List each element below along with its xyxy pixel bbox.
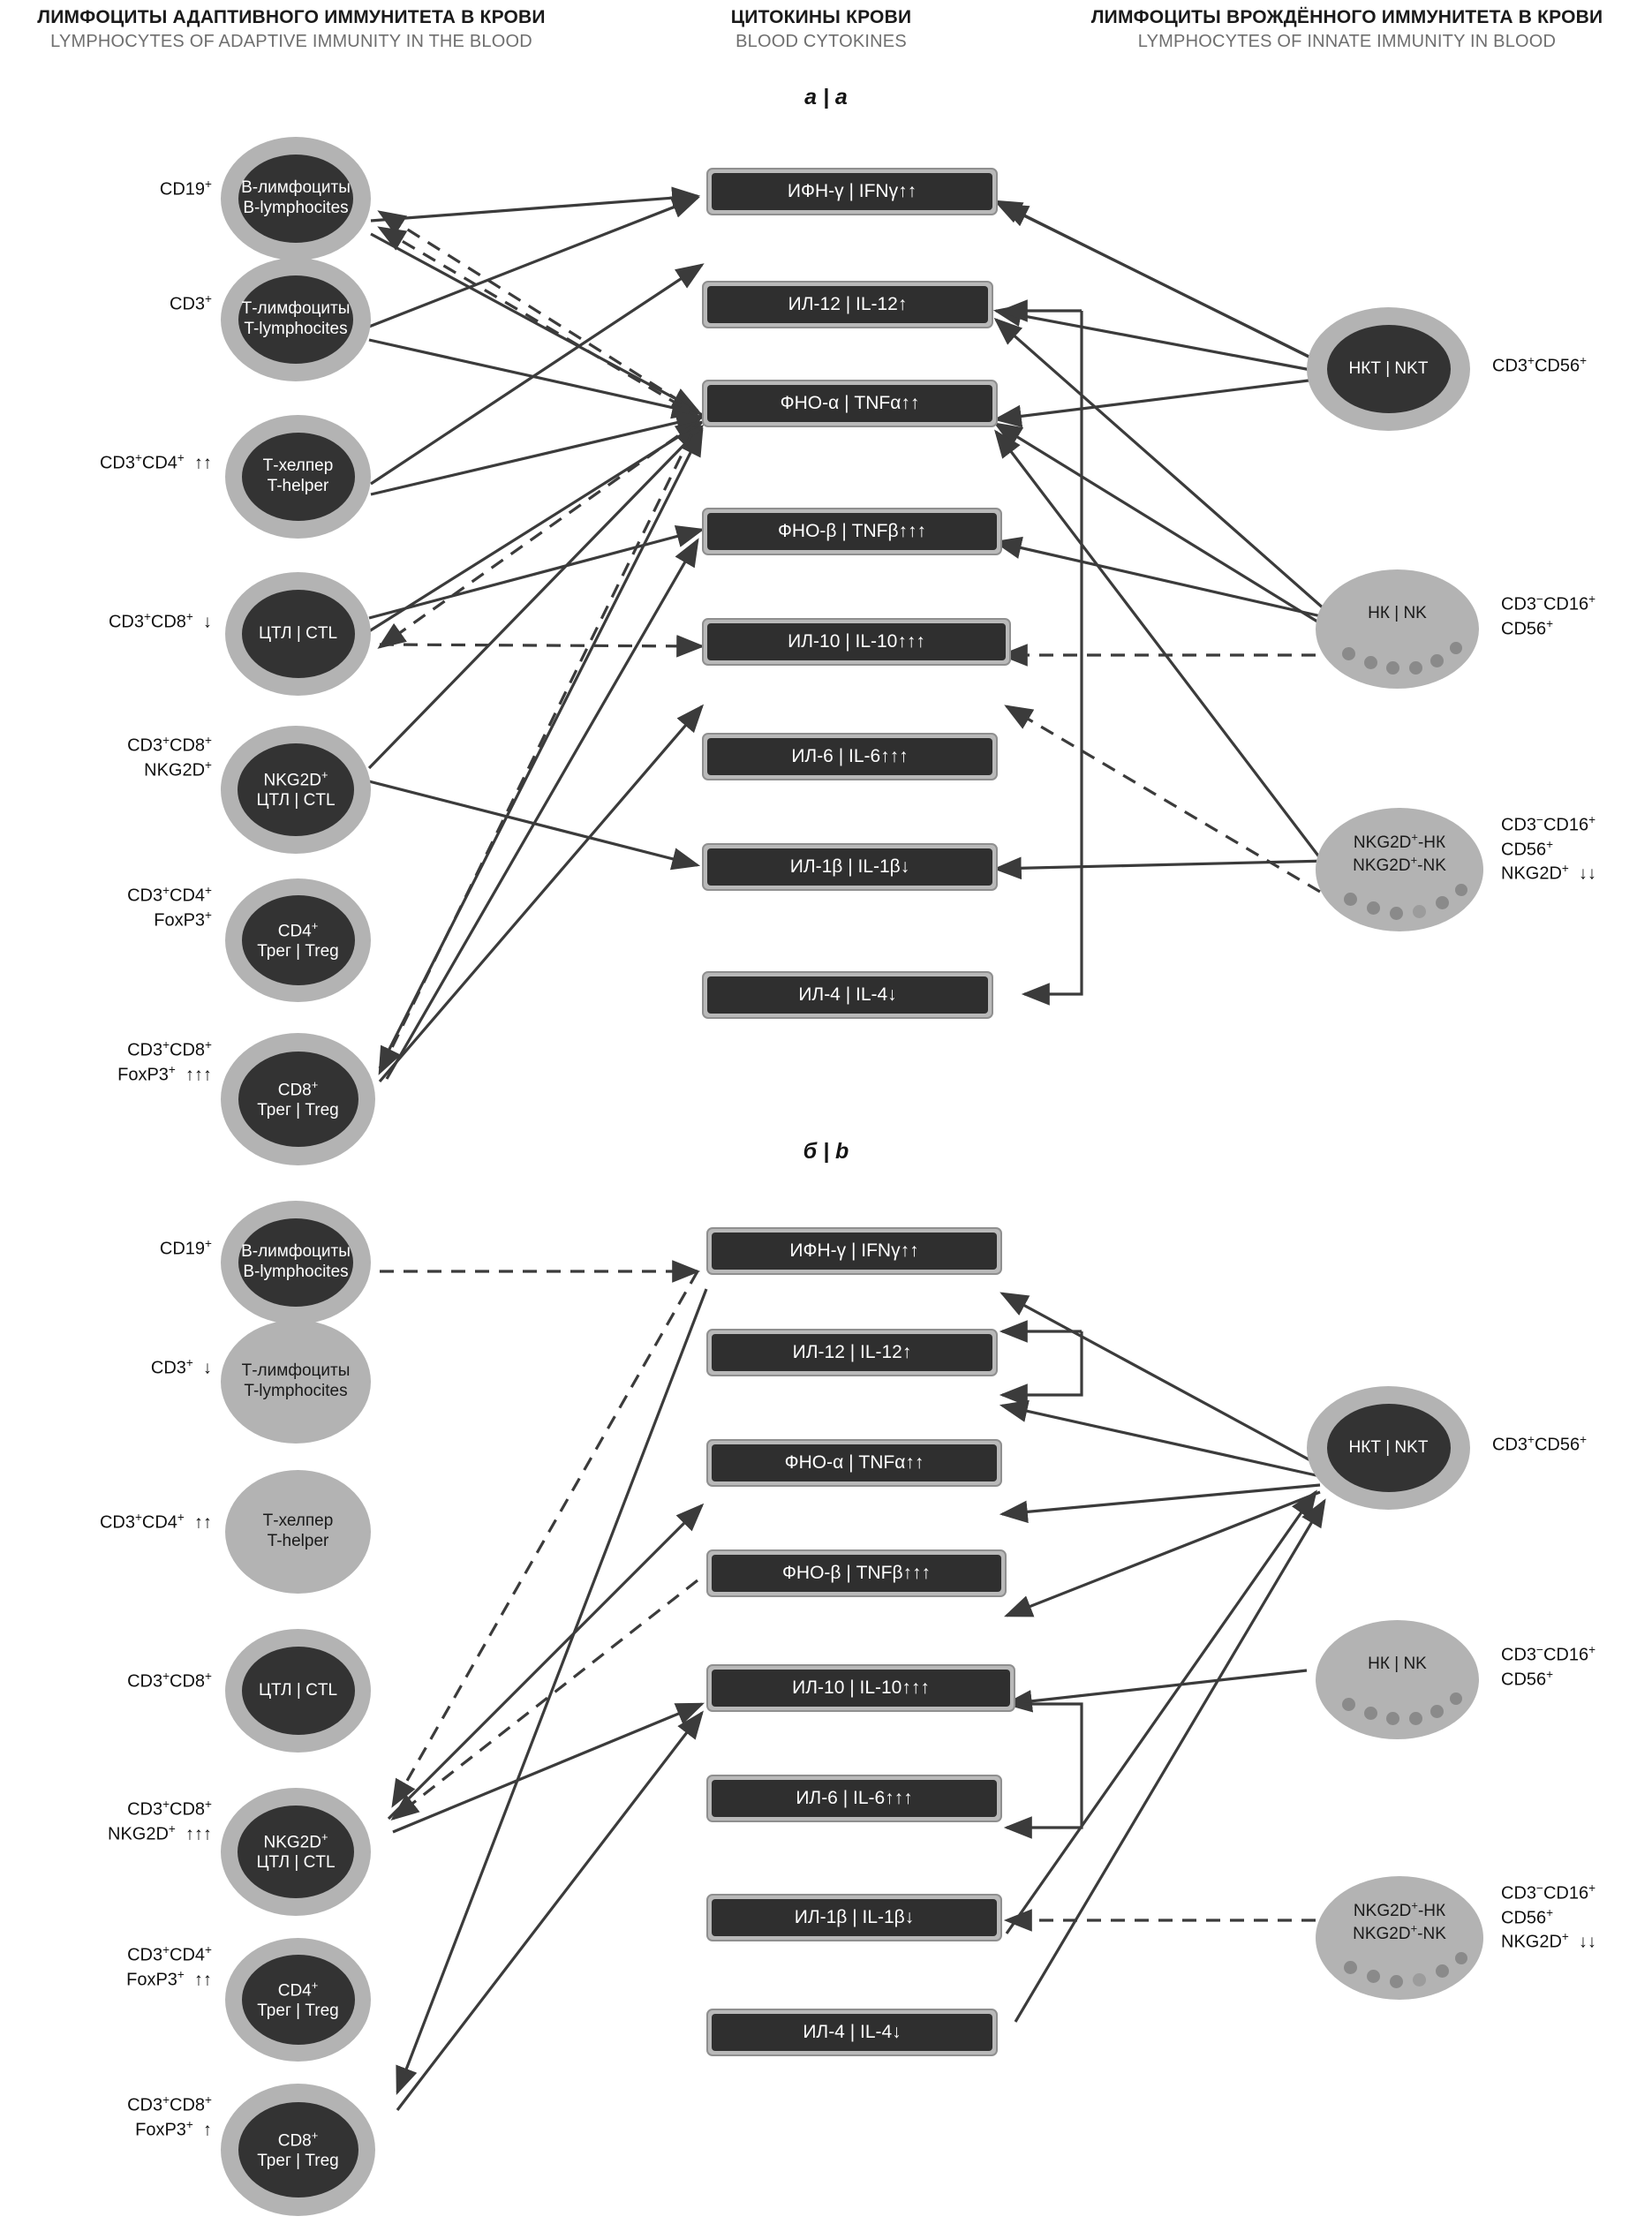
cell-label-line2: T-helper	[267, 1532, 329, 1550]
panel-a-right-marker-0: CD3+CD56+	[1492, 354, 1588, 376]
column-header-right	[1042, 5, 1652, 54]
panel-b-cytokine-il-10	[706, 1664, 1015, 1712]
cell-label-line2: NKG2D+-NK	[1353, 854, 1446, 876]
cell-label-line2: ЦТЛ | CTL	[256, 1853, 336, 1873]
granule	[1455, 884, 1467, 896]
panel-a-cytokine-tnf-alpha	[702, 380, 998, 427]
panel-b-left-marker-4: CD3+CD8+ NKG2D+ ↑↑↑	[108, 1798, 212, 1844]
cell-nucleus	[242, 590, 355, 678]
panel-b-cell-ctl	[225, 1629, 371, 1753]
cell-label-line2: Трег | Treg	[257, 2151, 339, 2170]
granule	[1413, 905, 1426, 918]
panel-a-cytokine-il-10	[702, 618, 1011, 666]
cell-label-line1: NKG2D+	[263, 768, 328, 790]
panel-b-cell-nk	[1316, 1620, 1479, 1739]
cell-nucleus	[238, 275, 353, 364]
granule	[1430, 1705, 1444, 1718]
granule	[1386, 661, 1399, 675]
panel-b-left-marker-0: CD19+	[159, 1237, 212, 1259]
granule	[1386, 1712, 1399, 1725]
cell-nucleus	[238, 1218, 353, 1307]
cell-nucleus	[238, 2102, 358, 2198]
cytokine-label: ИЛ-1β | IL-1β↓	[707, 848, 992, 886]
cell-nucleus	[242, 895, 355, 985]
panel-a-cytokine-il-1beta	[702, 843, 998, 891]
panel-b-cell-cd4-treg	[225, 1938, 371, 2062]
column-header-center	[600, 5, 1042, 54]
cell-label	[1353, 831, 1446, 877]
cell-label-line2: T-lymphocites	[244, 320, 348, 338]
cell-label-line2: Трег | Treg	[257, 1100, 339, 1120]
panel-a-left-marker-1: CD3+	[170, 292, 212, 314]
panel-a-right-marker-1: CD3−CD16+ CD56+	[1501, 592, 1596, 639]
cell-label-line1: В-лимфоциты	[241, 1242, 351, 1262]
cytokine-label: ИЛ-12 | IL-12↑	[712, 1334, 992, 1371]
cell-label-line1: NKG2D+	[263, 1830, 328, 1852]
cell-label-line2: Трег | Treg	[257, 941, 339, 961]
panel-a-cell-nkg2d-nk	[1316, 808, 1483, 931]
cell-label-line1: CD4+	[277, 1978, 319, 2000]
cell-label: НК | NK	[1368, 1655, 1427, 1674]
panel-b-cell-nkg2d-nk	[1316, 1876, 1483, 2000]
panel-b-cytokine-il-4	[706, 2009, 998, 2056]
column-header-left	[0, 5, 583, 54]
cell-label	[263, 1512, 334, 1552]
cell-label-line1: CD8+	[277, 1077, 319, 1099]
granule	[1450, 642, 1462, 654]
cell-nucleus	[242, 433, 355, 521]
granule	[1367, 901, 1380, 915]
panel-a-cell-nkg2d-ctl	[221, 726, 371, 854]
cell-nucleus	[1327, 325, 1451, 413]
cell-nucleus	[238, 1052, 358, 1147]
panel-a-cell-t-lymphocytes	[221, 258, 371, 381]
granule	[1364, 656, 1377, 669]
cytokine-label: ФНО-α | TNFα↑↑	[712, 1444, 997, 1481]
cell-label-line2: T-helper	[267, 477, 329, 495]
column-header-center-en: BLOOD CYTOKINES	[735, 32, 907, 52]
cell-nucleus	[238, 155, 353, 243]
panel-a-left-marker-0: CD19+	[159, 177, 212, 200]
panel-label-a: а | a	[804, 85, 848, 109]
cell-nucleus	[1327, 1404, 1451, 1492]
granule	[1342, 647, 1355, 660]
panel-b-left-marker-2: CD3+CD4+ ↑↑	[99, 1511, 212, 1533]
cytokine-label: ИЛ-4 | IL-4↓	[712, 2014, 992, 2051]
cell-label-line2: B-lymphocites	[243, 199, 349, 217]
cell-label: НКТ | NKT	[1348, 358, 1429, 378]
panel-a-left-marker-5: CD3+CD4+ FoxP3+	[127, 884, 212, 931]
panel-b-right-marker-2: CD3−CD16+ CD56+ NKG2D+ ↓↓	[1501, 1881, 1596, 1952]
panel-a-cytokine-il-4	[702, 971, 993, 1019]
panel-a-right-marker-2: CD3−CD16+ CD56+ NKG2D+ ↓↓	[1501, 813, 1596, 884]
granule	[1450, 1692, 1462, 1705]
cell-label-line2: T-lymphocites	[244, 1382, 348, 1400]
cytokine-label: ИЛ-12 | IL-12↑	[707, 286, 988, 323]
granule	[1390, 1975, 1403, 1988]
cell-nucleus	[238, 743, 354, 836]
column-header-center-ru: ЦИТОКИНЫ КРОВИ	[730, 7, 912, 27]
granule	[1344, 1961, 1357, 1974]
cytokine-label: ФНО-β | TNFβ↑↑↑	[707, 513, 997, 550]
granule	[1344, 893, 1357, 906]
panel-a-cell-nkt	[1307, 307, 1470, 431]
column-header-left-ru: ЛИМФОЦИТЫ АДАПТИВНОГО ИММУНИТЕТА В КРОВИ	[37, 7, 546, 27]
panel-a-cytokine-il-6	[702, 733, 998, 780]
granule	[1367, 1970, 1380, 1983]
panel-b-cytokine-il-12	[706, 1329, 998, 1376]
panel-a-left-marker-6: CD3+CD8+ FoxP3+ ↑↑↑	[117, 1038, 212, 1085]
granule	[1455, 1952, 1467, 1964]
panel-a-cell-cd4-treg	[225, 878, 371, 1002]
panel-b-cell-b-lymphocytes	[221, 1201, 371, 1324]
cytokine-label: ИЛ-4 | IL-4↓	[707, 976, 988, 1014]
granule	[1342, 1698, 1355, 1711]
panel-a-cell-nk	[1316, 569, 1479, 689]
column-header-left-en: LYMPHOCYTES OF ADAPTIVE IMMUNITY IN THE BLOOD	[50, 32, 532, 52]
granule	[1436, 1964, 1449, 1978]
cell-label-line1: Т-лимфоциты	[241, 299, 351, 319]
cell-nucleus	[238, 1806, 354, 1898]
panel-b-left-marker-1: CD3+ ↓	[150, 1356, 212, 1378]
cell-nucleus	[242, 1647, 355, 1735]
panel-b-right-marker-0: CD3+CD56+	[1492, 1433, 1588, 1455]
cytokine-label: ИЛ-10 | IL-10↑↑↑	[707, 623, 1006, 660]
column-header-right-ru: ЛИМФОЦИТЫ ВРОЖДЁННОГО ИММУНИТЕТА В КРОВИ	[1090, 7, 1603, 27]
cytokine-label: ИФН-γ | IFNγ↑↑	[712, 173, 992, 210]
cytokine-label: ФНО-β | TNFβ↑↑↑	[712, 1555, 1001, 1592]
panel-a-cell-cd8-treg	[221, 1033, 375, 1165]
panel-b-cytokine-tnf-beta	[706, 1549, 1007, 1597]
granule	[1390, 907, 1403, 920]
panel-b-left-marker-3: CD3+CD8+	[127, 1670, 212, 1692]
cell-label-line1: ЦТЛ | CTL	[258, 1680, 338, 1700]
cell-label-line2: ЦТЛ | CTL	[256, 791, 336, 810]
cell-label: НК | NK	[1368, 604, 1427, 623]
panel-a-cell-ctl	[225, 572, 371, 696]
panel-a-cytokine-ifn-gamma	[706, 168, 998, 215]
panel-a-left-marker-3: CD3+CD8+ ↓	[108, 610, 212, 632]
panel-b-left-marker-5: CD3+CD4+ FoxP3+ ↑↑	[126, 1943, 212, 1990]
panel-b-cytokine-ifn-gamma	[706, 1227, 1002, 1275]
cell-label-line1: Т-хелпер	[262, 1512, 334, 1531]
cytokine-label: ИФН-γ | IFNγ↑↑	[712, 1233, 997, 1270]
cell-label-line1: В-лимфоциты	[241, 178, 351, 198]
cell-label-line1: NKG2D+-НК	[1353, 830, 1446, 853]
panel-a-left-marker-2: CD3+CD4+ ↑↑	[99, 451, 212, 473]
granule	[1413, 1973, 1426, 1986]
panel-b-cytokine-il-1beta	[706, 1894, 1002, 1941]
panel-b-cytokine-il-6	[706, 1775, 1002, 1822]
cell-label-line2: Трег | Treg	[257, 2001, 339, 2020]
panel-b-cell-t-helper	[225, 1470, 371, 1594]
cytokine-label: ИЛ-1β | IL-1β↓	[712, 1899, 997, 1936]
granule	[1436, 896, 1449, 909]
cell-label-line1: ЦТЛ | CTL	[258, 623, 338, 643]
cell-label-line2: B-lymphocites	[243, 1263, 349, 1281]
cell-nucleus	[242, 1955, 355, 2045]
panel-b-left-marker-6: CD3+CD8+ FoxP3+ ↑	[127, 2093, 212, 2140]
granule	[1430, 654, 1444, 667]
panel-a-cell-b-lymphocytes	[221, 137, 371, 260]
cell-label-line2: NKG2D+-NK	[1353, 1922, 1446, 1944]
panel-label-b: б | b	[803, 1139, 849, 1164]
cell-label	[242, 1361, 351, 1402]
panel-b-right-marker-1: CD3−CD16+ CD56+	[1501, 1643, 1596, 1690]
cell-label-line1: CD8+	[277, 2128, 319, 2150]
cell-label-line1: NKG2D+-НК	[1353, 1898, 1446, 1921]
column-header-right-en: LYMPHOCYTES OF INNATE IMMUNITY IN BLOOD	[1137, 32, 1557, 52]
cell-label-line1: CD4+	[277, 918, 319, 940]
granule	[1409, 661, 1422, 675]
panel-b-cell-cd8-treg	[221, 2084, 375, 2216]
granule	[1409, 1712, 1422, 1725]
cell-label-line1: Т-хелпер	[262, 456, 334, 476]
panel-a-cytokine-tnf-beta	[702, 508, 1002, 555]
panel-a-left-marker-4: CD3+CD8+ NKG2D+	[127, 734, 212, 780]
panel-b-cytokine-tnf-alpha	[706, 1439, 1002, 1487]
cell-label	[1353, 1899, 1446, 1945]
cytokine-label: ИЛ-6 | IL-6↑↑↑	[707, 738, 992, 775]
cell-label: НКТ | NKT	[1348, 1437, 1429, 1457]
cytokine-label: ИЛ-10 | IL-10↑↑↑	[712, 1670, 1010, 1707]
panel-a-cell-t-helper	[225, 415, 371, 539]
panel-b-cell-nkt	[1307, 1386, 1470, 1510]
panel-a-cytokine-il-12	[702, 281, 993, 328]
panel-b-cell-t-lymphocytes	[221, 1320, 371, 1444]
granule	[1364, 1707, 1377, 1720]
cytokine-label: ФНО-α | TNFα↑↑	[707, 385, 992, 422]
cell-label-line1: Т-лимфоциты	[241, 1361, 351, 1381]
cytokine-label: ИЛ-6 | IL-6↑↑↑	[712, 1780, 997, 1817]
panel-b-cell-nkg2d-ctl	[221, 1788, 371, 1916]
